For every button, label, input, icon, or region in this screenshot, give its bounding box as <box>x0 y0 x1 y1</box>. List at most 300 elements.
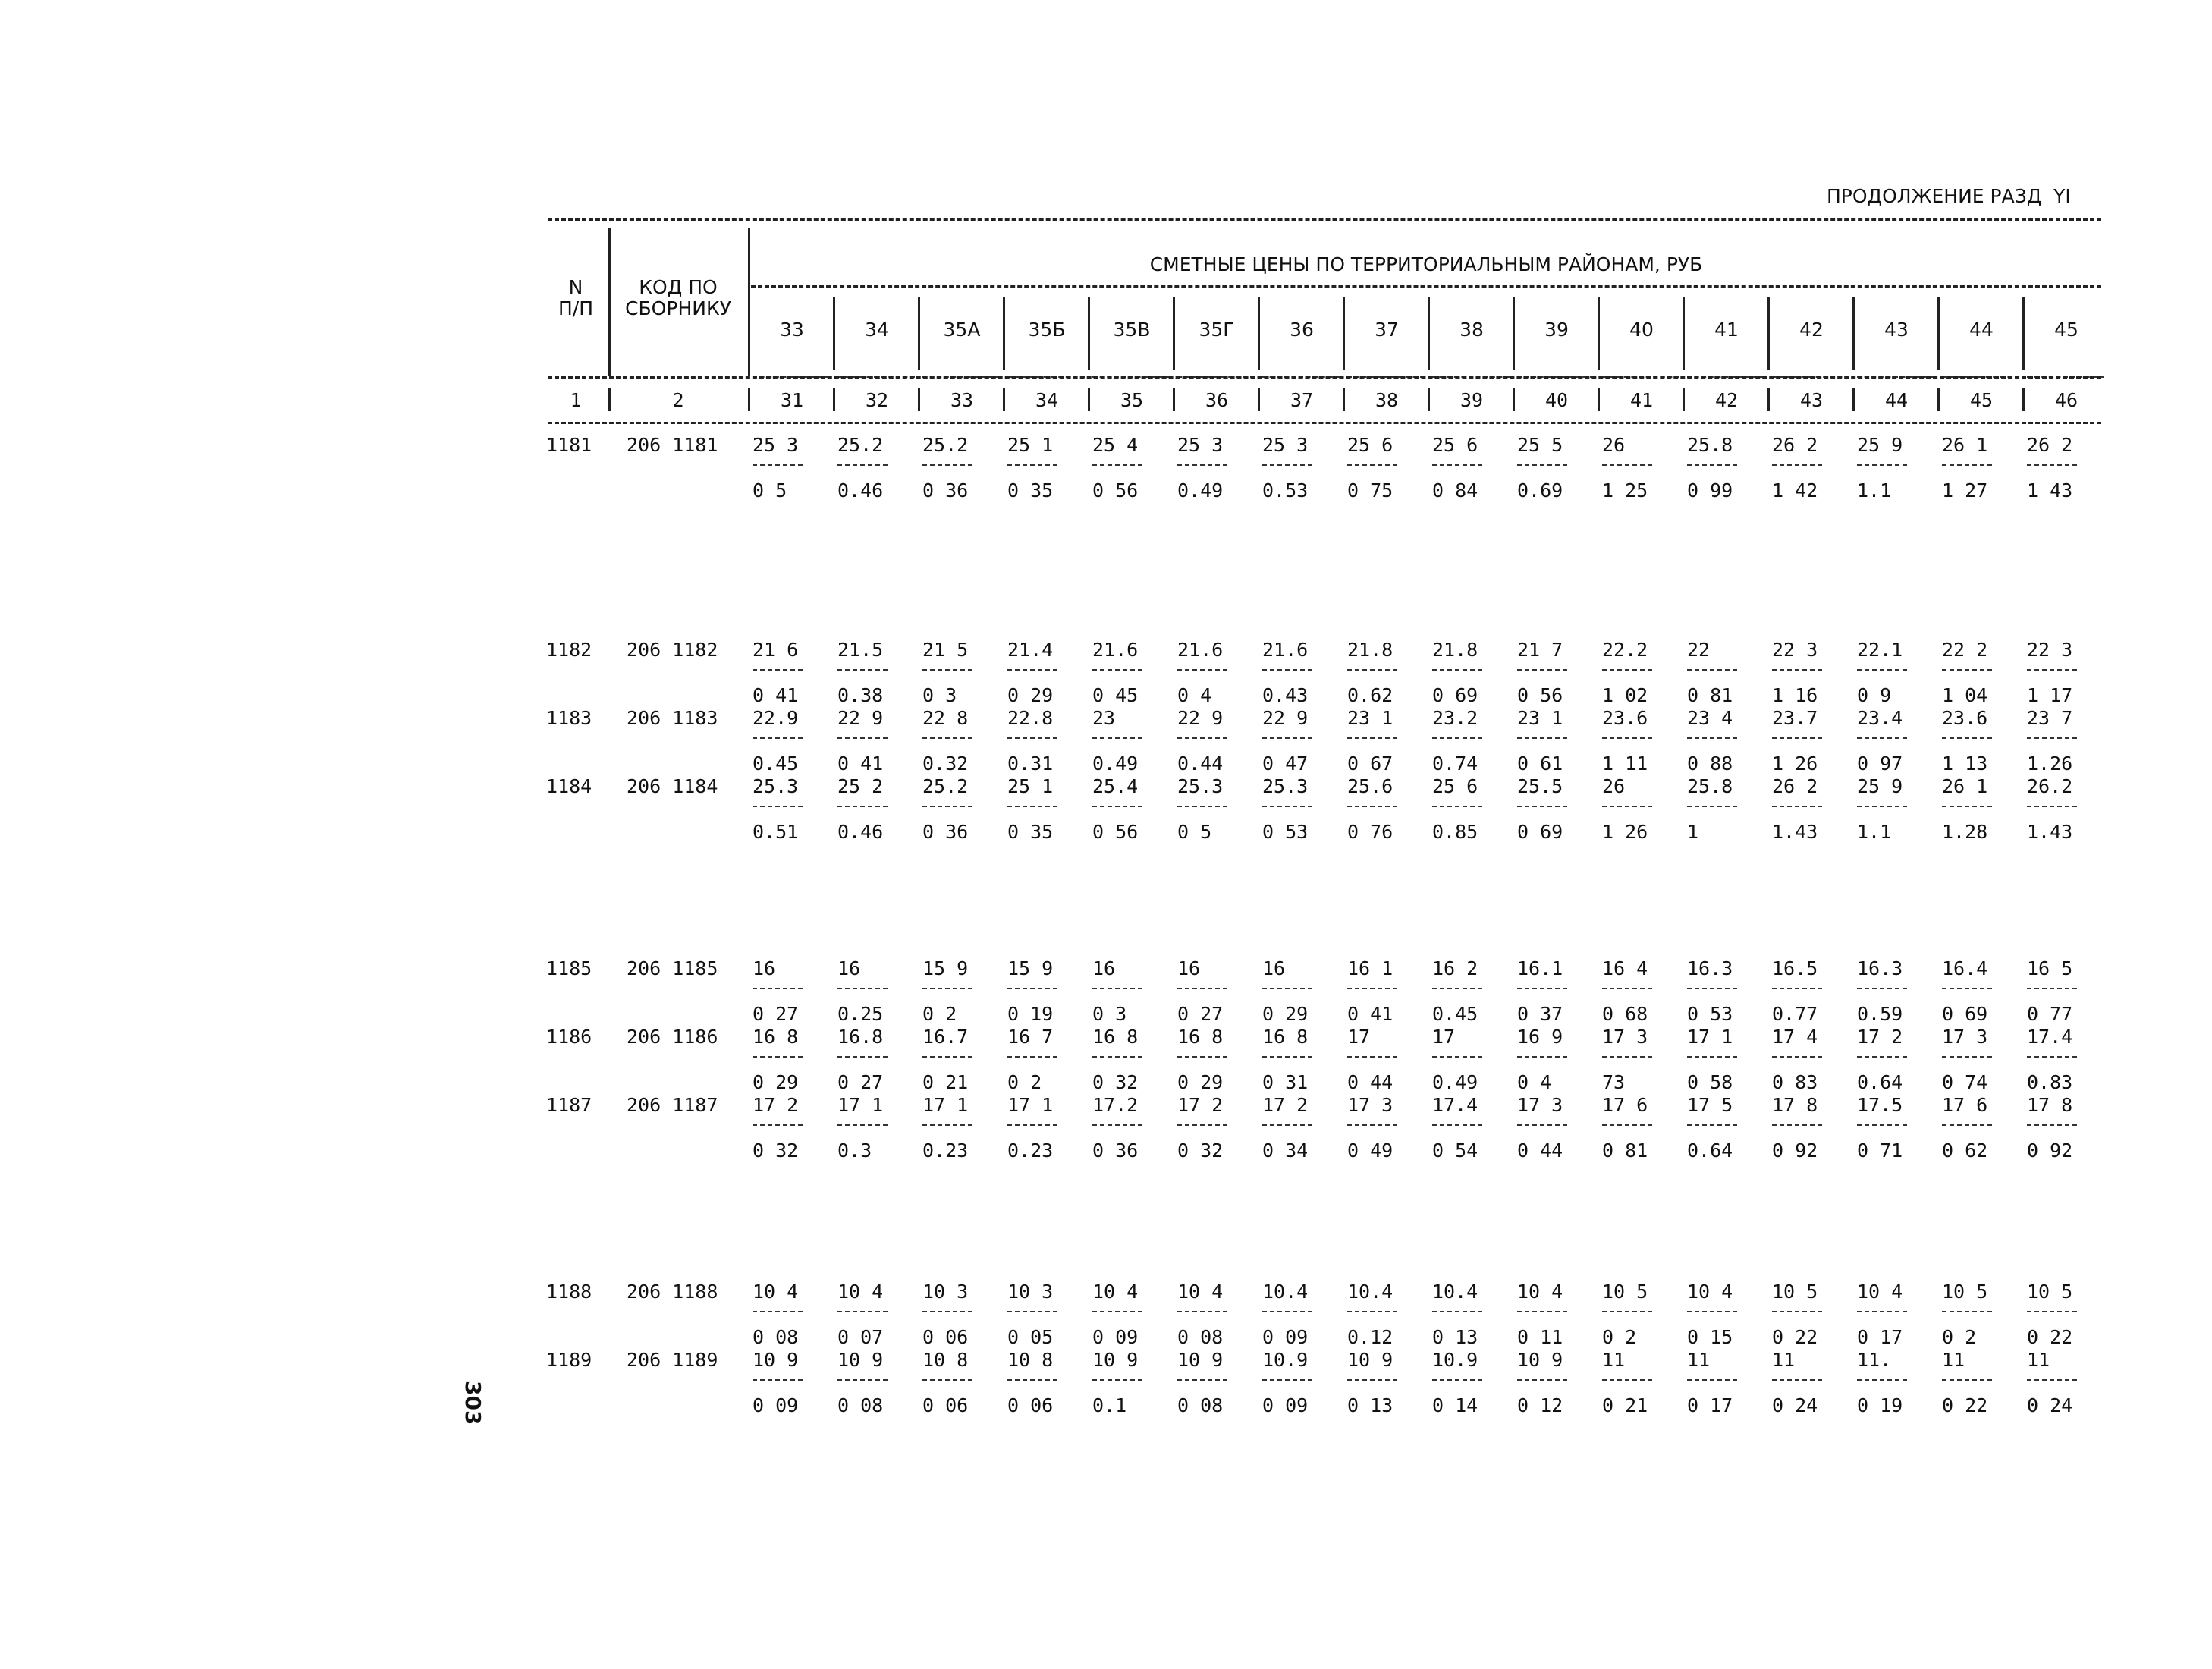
price-value: 17 3 <box>1347 1094 1393 1116</box>
price-value: 25.3 <box>753 775 799 797</box>
fraction-line <box>1772 737 1822 739</box>
region-divider <box>1258 297 1260 370</box>
price-value: 21.6 <box>1177 639 1224 661</box>
region-label: 33 <box>780 319 804 341</box>
region-label: 34 <box>865 319 889 341</box>
price-value: 25.2 <box>922 434 969 456</box>
fraction-line <box>1942 1379 1992 1381</box>
price-value: 11 <box>1772 1349 1796 1371</box>
fraction-line <box>1857 669 1907 671</box>
fraction-line <box>1942 1311 1992 1312</box>
price-component: 0 06 <box>1007 1394 1054 1416</box>
price-component: 0 37 <box>1517 1003 1563 1025</box>
price-component: 0 9 <box>1857 684 1892 706</box>
fraction-line <box>1347 669 1397 671</box>
row-number: 1183 <box>546 707 592 729</box>
fraction-line <box>2027 464 2077 466</box>
price-value: 21.6 <box>1092 639 1139 661</box>
price-component: 0 09 <box>753 1394 799 1416</box>
price-component: 0 29 <box>753 1071 799 1093</box>
price-value: 25 1 <box>1007 434 1054 456</box>
price-value: 25 9 <box>1857 434 1903 456</box>
price-value: 16 <box>753 957 776 979</box>
fraction-line <box>922 988 972 989</box>
price-value: 22.2 <box>1602 639 1648 661</box>
fraction-line <box>1517 737 1567 739</box>
index-divider <box>1088 388 1090 411</box>
price-component: 0.43 <box>1262 684 1309 706</box>
price-component: 0 22 <box>1772 1326 1818 1348</box>
price-value: 25.2 <box>837 434 884 456</box>
price-component: 0 15 <box>1687 1326 1733 1348</box>
price-component: 0.64 <box>1687 1139 1733 1161</box>
price-value: 25 5 <box>1517 434 1563 456</box>
fraction-line <box>1602 1124 1652 1126</box>
price-component: 0.45 <box>1432 1003 1478 1025</box>
price-component: 1.1 <box>1857 479 1892 501</box>
fraction-line <box>1177 1056 1227 1058</box>
fraction-line <box>2027 1124 2077 1126</box>
fraction-line <box>2027 1379 2077 1381</box>
fraction-line <box>753 806 803 807</box>
fraction-line <box>1857 1379 1907 1381</box>
fraction-line <box>1687 988 1737 989</box>
column-index: 44 <box>1884 389 1909 411</box>
price-component: 0 99 <box>1687 479 1733 501</box>
fraction-line <box>1687 1379 1737 1381</box>
price-component: 0 22 <box>1942 1394 1988 1416</box>
price-value: 17 <box>1347 1026 1371 1048</box>
price-component: 0 07 <box>837 1326 884 1348</box>
region-divider <box>1767 297 1770 370</box>
index-divider <box>1598 388 1600 411</box>
price-component: 0 21 <box>1602 1394 1648 1416</box>
price-value: 10 5 <box>1942 1281 1988 1303</box>
price-component: 0 81 <box>1602 1139 1648 1161</box>
fraction-line <box>1347 988 1397 989</box>
price-component: 0 69 <box>1517 821 1563 843</box>
price-component: 0 29 <box>1177 1071 1224 1093</box>
fraction-line <box>1347 806 1397 807</box>
price-component: 0 17 <box>1687 1394 1733 1416</box>
price-value: 10 4 <box>753 1281 799 1303</box>
price-component: 0 19 <box>1857 1394 1903 1416</box>
column-index: 40 <box>1544 389 1569 411</box>
fraction-line <box>1942 464 1992 466</box>
price-component: 0 2 <box>1602 1326 1637 1348</box>
index-divider <box>1767 388 1770 411</box>
price-component: 1 42 <box>1772 479 1818 501</box>
price-component: 0.3 <box>837 1139 872 1161</box>
fraction-line <box>1177 669 1227 671</box>
price-component: 0 32 <box>1177 1139 1224 1161</box>
price-component: 0 06 <box>922 1326 969 1348</box>
price-component: 0 32 <box>753 1139 799 1161</box>
region-label: 36 <box>1290 319 1314 341</box>
price-value: 10 9 <box>1092 1349 1139 1371</box>
fraction-line <box>1432 1124 1482 1126</box>
fraction-line <box>753 1056 803 1058</box>
price-value: 17 3 <box>1942 1026 1988 1048</box>
fraction-line <box>1432 669 1482 671</box>
price-component: 1 26 <box>1602 821 1648 843</box>
fraction-line <box>1602 988 1652 989</box>
price-value: 10 4 <box>1687 1281 1733 1303</box>
price-value: 10 9 <box>1347 1349 1393 1371</box>
fraction-line <box>1092 1124 1142 1126</box>
fraction-line <box>1602 464 1652 466</box>
fraction-line <box>1432 1056 1482 1058</box>
price-component: 1 16 <box>1772 684 1818 706</box>
region-label: 38 <box>1459 319 1484 341</box>
price-component: 1 43 <box>2027 479 2073 501</box>
price-component: 0.49 <box>1177 479 1224 501</box>
fraction-line <box>837 1124 888 1126</box>
price-component: 1 04 <box>1942 684 1988 706</box>
header-divider-left <box>608 228 611 376</box>
fraction-line <box>1517 464 1567 466</box>
price-value: 16.5 <box>1772 957 1818 979</box>
price-component: 0.25 <box>837 1003 884 1025</box>
fraction-line <box>837 737 888 739</box>
index-divider <box>1258 388 1260 411</box>
price-component: 0 44 <box>1517 1139 1563 1161</box>
column-index: 39 <box>1459 389 1484 411</box>
price-value: 26 <box>1602 775 1626 797</box>
price-component: 0 09 <box>1262 1326 1309 1348</box>
price-component: 0.46 <box>837 479 884 501</box>
fraction-line <box>1942 988 1992 989</box>
price-value: 23.2 <box>1432 707 1478 729</box>
fraction-line <box>1007 1124 1057 1126</box>
price-component: 0 08 <box>753 1326 799 1348</box>
price-value: 17 2 <box>1262 1094 1309 1116</box>
index-divider <box>833 388 835 411</box>
price-component: 1 11 <box>1602 753 1648 775</box>
fraction-line <box>1602 1311 1652 1312</box>
price-value: 17.4 <box>2027 1026 2073 1048</box>
price-value: 16.3 <box>1687 957 1733 979</box>
row-code: 206 1184 <box>627 775 718 797</box>
header-index-rule <box>548 376 2101 379</box>
fraction-line <box>2027 806 2077 807</box>
region-divider <box>1003 297 1005 370</box>
price-component: 0 76 <box>1347 821 1393 843</box>
fraction-line <box>1772 988 1822 989</box>
price-value: 11. <box>1857 1349 1892 1371</box>
column-index: 38 <box>1375 389 1399 411</box>
price-value: 10 9 <box>1177 1349 1224 1371</box>
price-group-title: СМЕТНЫЕ ЦЕНЫ ПО ТЕРРИТОРИАЛЬНЫМ РАЙОНАМ, РУБ <box>1149 253 1703 275</box>
price-component: 0 81 <box>1687 684 1733 706</box>
price-component: 0 2 <box>922 1003 957 1025</box>
price-component: 0 12 <box>1517 1394 1563 1416</box>
price-component: 0.83 <box>2027 1071 2073 1093</box>
column-index: 32 <box>865 389 889 411</box>
price-component: 0 75 <box>1347 479 1393 501</box>
price-value: 10 5 <box>1602 1281 1648 1303</box>
fraction-line <box>922 1311 972 1312</box>
price-value: 21.5 <box>837 639 884 661</box>
price-value: 16.8 <box>837 1026 884 1048</box>
price-value: 22 3 <box>1772 639 1818 661</box>
fraction-line <box>1177 1311 1227 1312</box>
price-component: 0 36 <box>922 821 969 843</box>
fraction-line <box>1177 988 1227 989</box>
group-title-rule <box>751 285 2101 288</box>
region-divider <box>2022 297 2025 370</box>
fraction-line <box>922 806 972 807</box>
fraction-line <box>1772 464 1822 466</box>
price-value: 17 6 <box>1602 1094 1648 1116</box>
region-divider <box>1343 297 1345 370</box>
price-value: 22 9 <box>1177 707 1224 729</box>
region-label: 42 <box>1799 319 1824 341</box>
fraction-line <box>2027 1311 2077 1312</box>
price-value: 16 <box>1092 957 1116 979</box>
row-number: 1186 <box>546 1026 592 1048</box>
region-label: 35Б <box>1028 319 1066 341</box>
region-label: 43 <box>1884 319 1909 341</box>
price-value: 25.8 <box>1687 775 1733 797</box>
index-divider <box>1852 388 1855 411</box>
fraction-line <box>837 1311 888 1312</box>
fraction-line <box>1092 1379 1142 1381</box>
region-label: 44 <box>1969 319 1994 341</box>
fraction-line <box>1687 1311 1737 1312</box>
price-value: 22 3 <box>2027 639 2073 661</box>
fraction-line <box>753 988 803 989</box>
price-value: 16 <box>837 957 861 979</box>
price-component: 0 4 <box>1177 684 1212 706</box>
fraction-line <box>1347 1379 1397 1381</box>
region-label: 35В <box>1113 319 1151 341</box>
price-value: 17 1 <box>837 1094 884 1116</box>
row-number: 1188 <box>546 1281 592 1303</box>
fraction-line <box>1857 737 1907 739</box>
index-divider <box>1343 388 1345 411</box>
price-value: 15 9 <box>922 957 969 979</box>
price-value: 10 4 <box>1517 1281 1563 1303</box>
price-value: 26 2 <box>1772 434 1818 456</box>
price-component: 0 88 <box>1687 753 1733 775</box>
row-code: 206 1185 <box>627 957 718 979</box>
continuation-label: ПРОДОЛЖЕНИЕ РАЗД YI <box>1827 185 2071 207</box>
price-component: 0 14 <box>1432 1394 1478 1416</box>
price-value: 11 <box>1687 1349 1711 1371</box>
price-component: 0.85 <box>1432 821 1478 843</box>
fraction-line <box>1432 737 1482 739</box>
price-value: 17 2 <box>1177 1094 1224 1116</box>
fraction-line <box>922 669 972 671</box>
column-index: 43 <box>1799 389 1824 411</box>
fraction-line <box>1177 1124 1227 1126</box>
col-num-header-line1: N <box>568 276 583 298</box>
index-divider <box>1937 388 1940 411</box>
column-index: 33 <box>950 389 974 411</box>
price-value: 10 9 <box>753 1349 799 1371</box>
price-component: 0 24 <box>1772 1394 1818 1416</box>
price-value: 17.5 <box>1857 1094 1903 1116</box>
price-component: 0.46 <box>837 821 884 843</box>
price-value: 21 6 <box>753 639 799 661</box>
price-component: 0.45 <box>753 753 799 775</box>
price-component: 0 08 <box>1177 1394 1224 1416</box>
price-value: 10.4 <box>1347 1281 1393 1303</box>
price-value: 10 8 <box>1007 1349 1054 1371</box>
fraction-line <box>1942 1124 1992 1126</box>
price-component: 0 92 <box>2027 1139 2073 1161</box>
price-value: 17 2 <box>753 1094 799 1116</box>
fraction-line <box>922 1124 972 1126</box>
price-value: 17 5 <box>1687 1094 1733 1116</box>
price-value: 10 5 <box>2027 1281 2073 1303</box>
fraction-line <box>1517 988 1567 989</box>
price-component: 0 67 <box>1347 753 1393 775</box>
price-component: 0 2 <box>1007 1071 1042 1093</box>
price-component: 0 27 <box>753 1003 799 1025</box>
price-component: 0 53 <box>1687 1003 1733 1025</box>
fraction-line <box>1772 806 1822 807</box>
column-index: 46 <box>2054 389 2078 411</box>
price-component: 1 26 <box>1772 753 1818 775</box>
price-value: 23 7 <box>2027 707 2073 729</box>
row-code: 206 1182 <box>627 639 718 661</box>
fraction-line <box>1517 1311 1567 1312</box>
price-component: 0 29 <box>1262 1003 1309 1025</box>
fraction-line <box>1092 737 1142 739</box>
fraction-line <box>837 669 888 671</box>
price-value: 17.4 <box>1432 1094 1478 1116</box>
price-component: 0 09 <box>1262 1394 1309 1416</box>
price-component: 0.23 <box>1007 1139 1054 1161</box>
fraction-line <box>922 464 972 466</box>
row-number: 1181 <box>546 434 592 456</box>
fraction-line <box>1772 1056 1822 1058</box>
region-divider <box>1513 297 1515 370</box>
price-value: 17 4 <box>1772 1026 1818 1048</box>
price-value: 11 <box>1602 1349 1626 1371</box>
price-value: 26 2 <box>2027 434 2073 456</box>
fraction-line <box>1092 806 1142 807</box>
fraction-line <box>1347 737 1397 739</box>
price-component: 0 36 <box>1092 1139 1139 1161</box>
price-component: 0 09 <box>1092 1326 1139 1348</box>
fraction-line <box>1007 1379 1057 1381</box>
price-value: 17 8 <box>1772 1094 1818 1116</box>
price-component: 0 22 <box>2027 1326 2073 1348</box>
fraction-line <box>1262 669 1312 671</box>
fraction-line <box>1857 1056 1907 1058</box>
price-value: 16 8 <box>753 1026 799 1048</box>
region-label: 37 <box>1375 319 1399 341</box>
price-value: 10.4 <box>1432 1281 1478 1303</box>
price-component: 0 68 <box>1602 1003 1648 1025</box>
fraction-line <box>922 1379 972 1381</box>
row-code: 206 1181 <box>627 434 718 456</box>
price-value: 25.8 <box>1687 434 1733 456</box>
fraction-line <box>1007 1056 1057 1058</box>
fraction-line <box>1602 669 1652 671</box>
price-component: 0 53 <box>1262 821 1309 843</box>
price-component: 1.43 <box>2027 821 2073 843</box>
fraction-line <box>1772 1379 1822 1381</box>
fraction-line <box>2027 1056 2077 1058</box>
price-component: 1.43 <box>1772 821 1818 843</box>
price-component: 0.1 <box>1092 1394 1127 1416</box>
price-value: 17.2 <box>1092 1094 1139 1116</box>
region-divider <box>1088 297 1090 370</box>
price-value: 16 8 <box>1092 1026 1139 1048</box>
fraction-line <box>1262 806 1312 807</box>
price-component: 0.32 <box>922 753 969 775</box>
price-component: 0.62 <box>1347 684 1393 706</box>
col-index-code: 2 <box>672 389 684 411</box>
price-value: 17 1 <box>1007 1094 1054 1116</box>
fraction-line <box>1772 1124 1822 1126</box>
price-value: 11 <box>1942 1349 1965 1371</box>
fraction-line <box>837 1056 888 1058</box>
price-value: 17 2 <box>1857 1026 1903 1048</box>
region-divider <box>833 297 835 370</box>
fraction-line <box>2027 988 2077 989</box>
col-num-header-line2: П/П <box>558 297 594 319</box>
row-number: 1182 <box>546 639 592 661</box>
price-component: 0 5 <box>753 479 787 501</box>
price-value: 10 8 <box>922 1349 969 1371</box>
price-component: 0 61 <box>1517 753 1563 775</box>
price-component: 1.28 <box>1942 821 1988 843</box>
fraction-line <box>1942 1056 1992 1058</box>
fraction-line <box>1687 737 1737 739</box>
price-component: 0.12 <box>1347 1326 1393 1348</box>
region-divider <box>1428 297 1430 370</box>
fraction-line <box>1262 1379 1312 1381</box>
price-value: 25 3 <box>1262 434 1309 456</box>
price-component: 0 05 <box>1007 1326 1054 1348</box>
price-value: 25 6 <box>1432 775 1478 797</box>
price-value: 22.1 <box>1857 639 1903 661</box>
price-component: 0 24 <box>2027 1394 2073 1416</box>
price-value: 10.9 <box>1262 1349 1309 1371</box>
price-component: 0 29 <box>1007 684 1054 706</box>
fraction-line <box>1347 1124 1397 1126</box>
price-component: 0.49 <box>1432 1071 1478 1093</box>
price-value: 25.5 <box>1517 775 1563 797</box>
fraction-line <box>1262 464 1312 466</box>
price-value: 25 3 <box>753 434 799 456</box>
price-component: 0 56 <box>1092 821 1139 843</box>
column-index: 37 <box>1290 389 1314 411</box>
row-number: 1185 <box>546 957 592 979</box>
price-value: 21 5 <box>922 639 969 661</box>
price-value: 16 2 <box>1432 957 1478 979</box>
index-divider <box>918 388 920 411</box>
price-value: 25.3 <box>1262 775 1309 797</box>
price-component: 0 58 <box>1687 1071 1733 1093</box>
fraction-line <box>1347 1056 1397 1058</box>
fraction-line <box>1687 464 1737 466</box>
fraction-line <box>1772 1311 1822 1312</box>
price-value: 16.4 <box>1942 957 1988 979</box>
region-divider <box>918 297 920 370</box>
price-value: 21.8 <box>1432 639 1478 661</box>
col-index-num: 1 <box>570 389 582 411</box>
fraction-line <box>1177 806 1227 807</box>
fraction-line <box>1092 988 1142 989</box>
price-component: 0 69 <box>1942 1003 1988 1025</box>
price-component: 0 31 <box>1262 1071 1309 1093</box>
